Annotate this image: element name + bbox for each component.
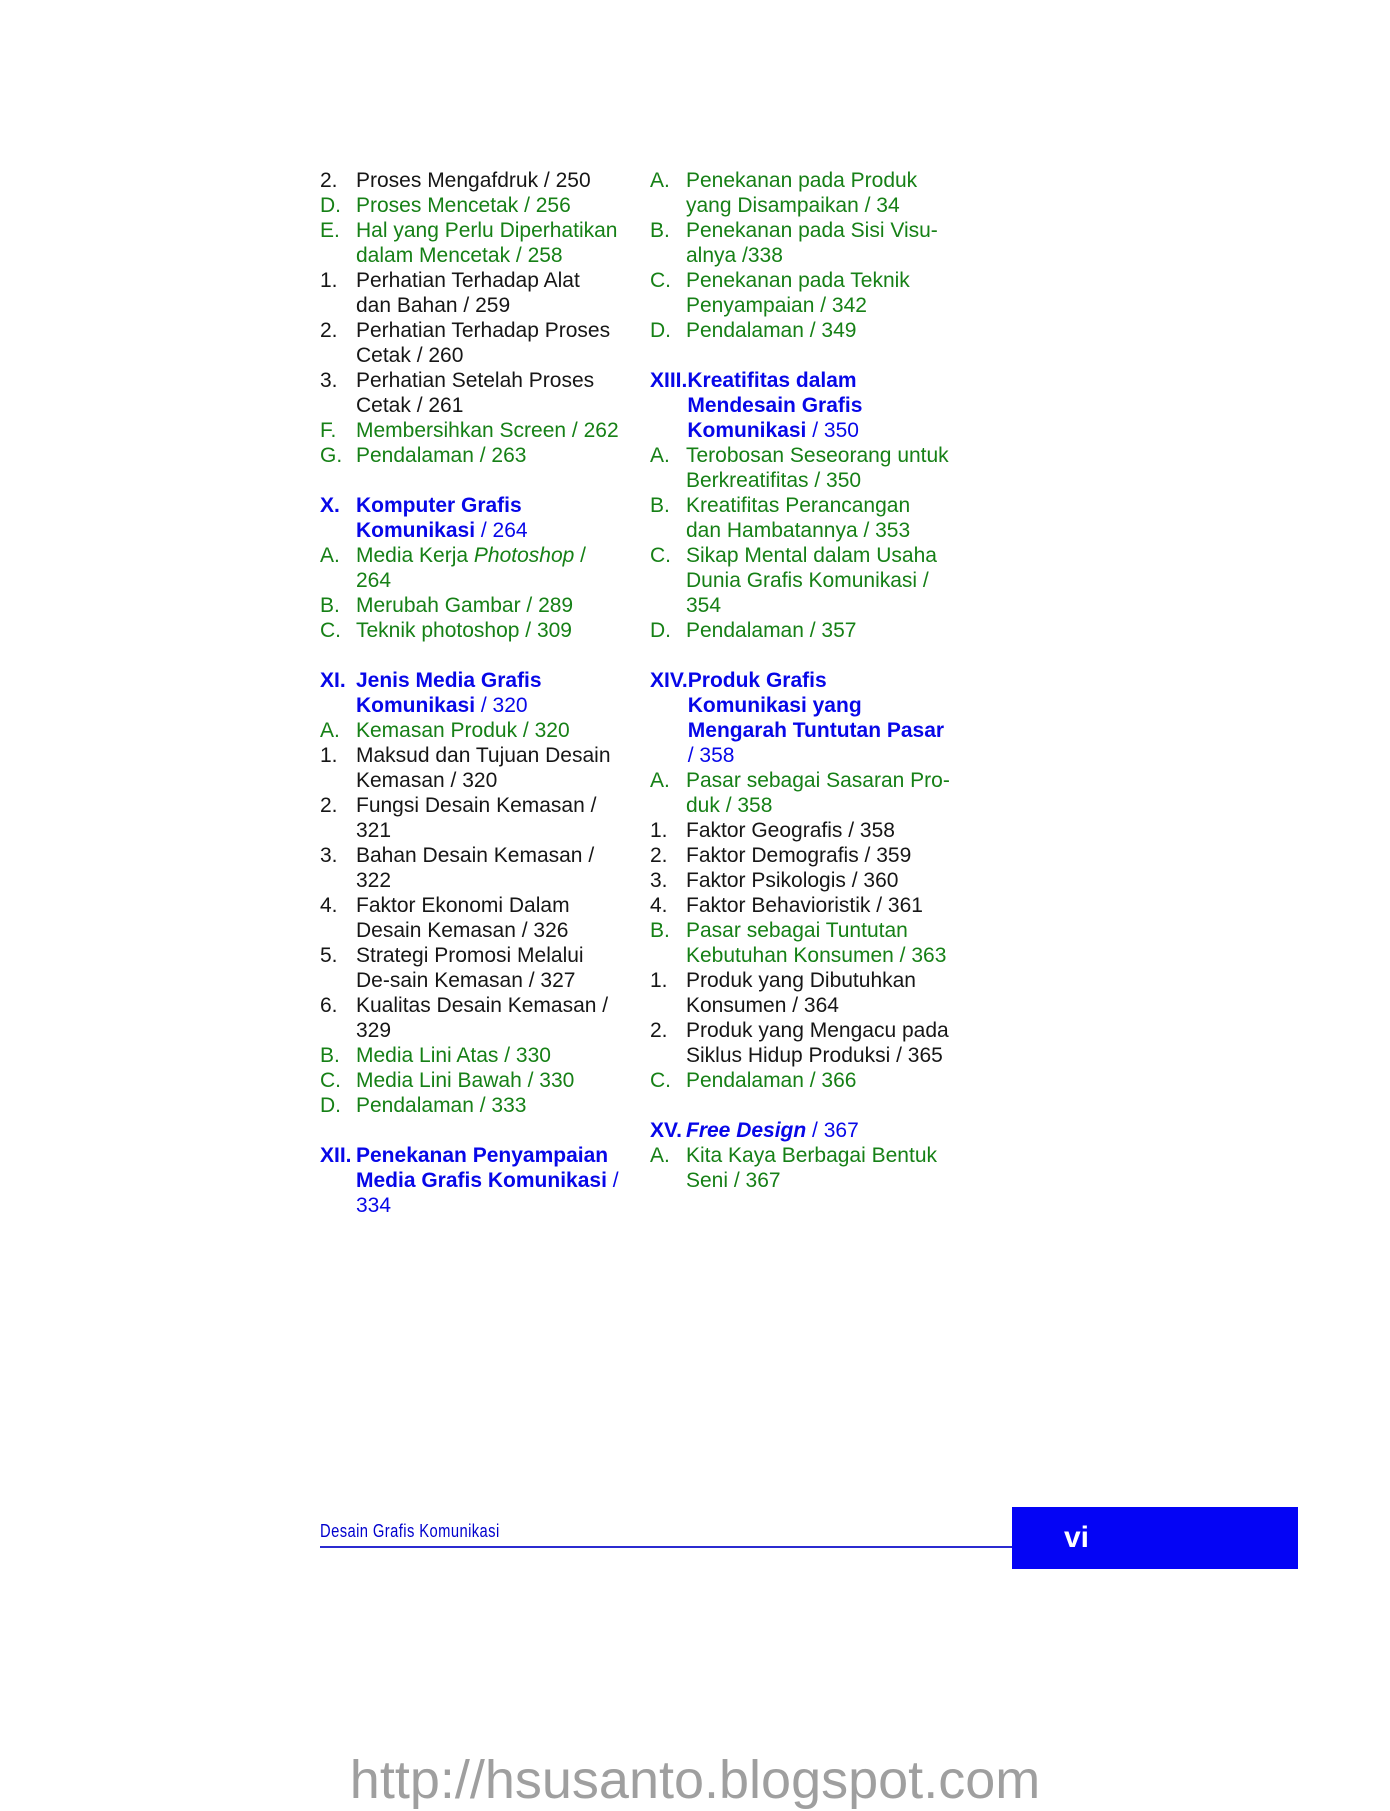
- toc-column-right: [650, 168, 950, 1218]
- toc-entry-label: A.: [650, 1144, 670, 1167]
- toc-entry: [320, 318, 620, 368]
- toc-entry: [650, 268, 950, 318]
- toc-entry: [650, 218, 950, 268]
- toc-entry-text: Pasar sebagai Tuntutan Kebutuhan Konsumen / 363: [686, 919, 947, 967]
- toc-entry-label: 1.: [320, 269, 338, 292]
- toc-entry-text: Merubah Gambar / 289: [356, 594, 574, 617]
- toc-entry-text: Faktor Demografis / 359: [686, 844, 912, 867]
- toc-entry-label: 1.: [650, 969, 668, 992]
- toc-entry-label: C.: [650, 269, 671, 292]
- toc-entry-label: 2.: [650, 1019, 668, 1042]
- toc-entry: [650, 868, 950, 893]
- toc-entry-text: Penekanan pada Sisi Visu-alnya /338: [686, 219, 938, 267]
- toc-entry: [320, 193, 620, 218]
- toc-entry-label: E.: [320, 219, 340, 242]
- toc-entry-text: Perhatian Setelah Proses Cetak / 261: [356, 369, 595, 417]
- toc-section-heading: [320, 668, 620, 718]
- toc-entry: [320, 1043, 620, 1068]
- toc-entry-label: 1.: [650, 819, 668, 842]
- toc-entry: [320, 593, 620, 618]
- toc-entry-label: XIII.: [650, 369, 688, 392]
- toc-column-left: [320, 168, 620, 1218]
- toc-entry: [320, 218, 620, 268]
- toc-entry: [320, 993, 620, 1043]
- toc-entry-text: Hal yang Perlu Diperhatikan dalam Mencetak / 258: [356, 219, 618, 267]
- toc-entry-label: B.: [320, 594, 340, 617]
- toc-entry-text: Perhatian Terhadap Alat dan Bahan / 259: [356, 269, 580, 317]
- toc-entry-text: Penekanan pada Teknik Penyampaian / 342: [686, 269, 910, 317]
- toc-entry: [650, 1068, 950, 1093]
- toc-entry: [320, 1068, 620, 1093]
- toc-entry: [320, 718, 620, 743]
- toc-section-heading: [650, 368, 950, 443]
- toc-entry-label: A.: [320, 719, 340, 742]
- toc-entry-text: Faktor Geografis / 358: [686, 819, 895, 842]
- toc-entry-text: Pendalaman / 333: [356, 1094, 527, 1117]
- toc-entry-label: B.: [320, 1044, 340, 1067]
- toc-entry-text: Media Kerja Photoshop / 264: [356, 544, 586, 592]
- toc-entry-text: Faktor Behavioristik / 361: [686, 894, 923, 917]
- toc-entry-text: Maksud dan Tujuan Desain Kemasan / 320: [356, 744, 611, 792]
- toc-section-heading: [320, 1143, 620, 1218]
- toc-entry-label: B.: [650, 494, 670, 517]
- toc-entry: [320, 543, 620, 593]
- toc-entry-label: A.: [650, 769, 670, 792]
- toc-entry: [650, 768, 950, 818]
- toc-entry-label: A.: [650, 444, 670, 467]
- toc-entry-text: Strategi Promosi Melalui De-sain Kemasan / 327: [356, 944, 584, 992]
- table-of-contents: [320, 168, 950, 1218]
- toc-entry-label: XIV.: [650, 669, 688, 692]
- watermark-url: http://hsusanto.blogspot.com: [349, 1750, 1041, 1810]
- toc-entry: [320, 1093, 620, 1118]
- toc-entry-text: Media Lini Atas / 330: [356, 1044, 551, 1067]
- toc-entry-text: Terobosan Seseorang untuk Berkreatifitas / 350: [686, 444, 949, 492]
- toc-entry: [650, 318, 950, 343]
- toc-entry-text: Faktor Psikologis / 360: [686, 869, 899, 892]
- toc-entry-text: Kemasan Produk / 320: [356, 719, 570, 742]
- toc-entry-label: C.: [320, 1069, 341, 1092]
- toc-entry-label: 5.: [320, 944, 338, 967]
- toc-entry: [320, 418, 620, 443]
- toc-entry: [650, 818, 950, 843]
- toc-entry-text: Produk yang Dibutuhkan Konsumen / 364: [686, 969, 916, 1017]
- toc-entry: [650, 1143, 950, 1193]
- toc-entry-label: 3.: [320, 369, 338, 392]
- toc-entry: [320, 743, 620, 793]
- toc-entry-label: 3.: [320, 844, 338, 867]
- toc-entry-text: Kreatifitas Perancangan dan Hambatannya / 353: [686, 494, 911, 542]
- toc-entry: [650, 843, 950, 868]
- toc-entry: [650, 968, 950, 1018]
- toc-entry: [650, 443, 950, 493]
- toc-section-heading: [320, 493, 620, 543]
- toc-entry-text: Perhatian Terhadap Proses Cetak / 260: [356, 319, 611, 367]
- toc-entry: [650, 543, 950, 618]
- toc-entry-text: Faktor Ekonomi Dalam Desain Kemasan / 326: [356, 894, 570, 942]
- toc-entry-label: D.: [650, 619, 671, 642]
- toc-entry-label: 6.: [320, 994, 338, 1017]
- toc-entry-label: D.: [320, 1094, 341, 1117]
- toc-entry: [320, 943, 620, 993]
- toc-entry-label: 4.: [320, 894, 338, 917]
- toc-entry-text: Penekanan pada Produk yang Disampaikan / 34: [686, 169, 918, 217]
- toc-entry: [320, 618, 620, 643]
- toc-entry-text: Free Design / 367: [686, 1119, 859, 1142]
- toc-entry: [650, 918, 950, 968]
- toc-entry-text: Kita Kaya Berbagai Bentuk Seni / 367: [686, 1144, 937, 1192]
- toc-entry-label: 2.: [320, 794, 338, 817]
- toc-entry: [650, 893, 950, 918]
- toc-entry-label: B.: [650, 219, 670, 242]
- toc-entry-text: Sikap Mental dalam Usaha Dunia Grafis Komunikasi / 354: [686, 544, 937, 617]
- toc-entry-text: Pendalaman / 366: [686, 1069, 857, 1092]
- toc-entry-label: 2.: [650, 844, 668, 867]
- toc-entry-label: XV.: [650, 1119, 682, 1142]
- page-number-box: [1012, 1507, 1298, 1569]
- toc-entry: [320, 443, 620, 468]
- toc-entry: [650, 493, 950, 543]
- toc-entry-text: Pendalaman / 263: [356, 444, 527, 467]
- toc-entry-text: Kreatifitas dalam Mendesain Grafis Komunikasi / 350: [687, 369, 863, 442]
- toc-entry: [320, 843, 620, 893]
- footer-rule: [320, 1546, 1012, 1548]
- toc-entry: [650, 1018, 950, 1068]
- toc-entry-text: Membersihkan Screen / 262: [356, 419, 619, 442]
- toc-entry-text: Pasar sebagai Sasaran Pro-duk / 358: [686, 769, 950, 817]
- toc-entry: [320, 268, 620, 318]
- toc-section-heading: [650, 1118, 950, 1143]
- toc-entry: [320, 893, 620, 943]
- toc-entry: [320, 168, 620, 193]
- toc-entry-label: F.: [320, 419, 337, 442]
- toc-entry-label: XII.: [320, 1144, 352, 1167]
- toc-entry-text: Bahan Desain Kemasan / 322: [356, 844, 595, 892]
- toc-entry-label: D.: [320, 194, 341, 217]
- toc-entry-label: 1.: [320, 744, 338, 767]
- toc-entry-text: Produk Grafis Komunikasi yang Mengarah Tuntutan Pasar / 358: [687, 669, 945, 767]
- toc-entry-label: X.: [320, 494, 340, 517]
- toc-entry-label: 3.: [650, 869, 668, 892]
- toc-entry-text: Fungsi Desain Kemasan / 321: [356, 794, 597, 842]
- toc-entry-text: Pendalaman / 349: [686, 319, 857, 342]
- toc-entry: [320, 793, 620, 843]
- toc-entry-label: A.: [650, 169, 670, 192]
- page-number: vi: [1064, 1521, 1090, 1554]
- toc-entry-text: Kualitas Desain Kemasan / 329: [356, 994, 609, 1042]
- toc-entry-text: Jenis Media Grafis Komunikasi / 320: [356, 669, 542, 717]
- footer-book-title: Desain Grafis Komunikasi: [320, 1521, 500, 1541]
- toc-entry-text: Teknik photoshop / 309: [356, 619, 572, 642]
- toc-entry-text: Media Lini Bawah / 330: [356, 1069, 575, 1092]
- toc-entry-text: Penekanan Penyampaian Media Grafis Komunikasi / 334: [356, 1144, 619, 1217]
- toc-entry-text: Pendalaman / 357: [686, 619, 857, 642]
- toc-entry-label: XI.: [320, 669, 346, 692]
- toc-entry-label: C.: [320, 619, 341, 642]
- toc-entry-label: 2.: [320, 169, 338, 192]
- toc-entry: [650, 618, 950, 643]
- toc-entry-label: D.: [650, 319, 671, 342]
- toc-entry-label: A.: [320, 544, 340, 567]
- toc-entry: [650, 168, 950, 218]
- toc-entry-text: Komputer Grafis Komunikasi / 264: [356, 494, 528, 542]
- toc-entry-label: G.: [320, 444, 343, 467]
- toc-entry-label: C.: [650, 1069, 671, 1092]
- toc-entry-label: C.: [650, 544, 671, 567]
- toc-entry-text: Proses Mengafdruk / 250: [356, 169, 591, 192]
- toc-entry-text: Proses Mencetak / 256: [356, 194, 571, 217]
- toc-entry-label: B.: [650, 919, 670, 942]
- toc-section-heading: [650, 668, 950, 768]
- toc-entry-label: 4.: [650, 894, 668, 917]
- toc-entry: [320, 368, 620, 418]
- toc-entry-label: 2.: [320, 319, 338, 342]
- toc-entry-text: Produk yang Mengacu pada Siklus Hidup Produksi / 365: [686, 1019, 949, 1067]
